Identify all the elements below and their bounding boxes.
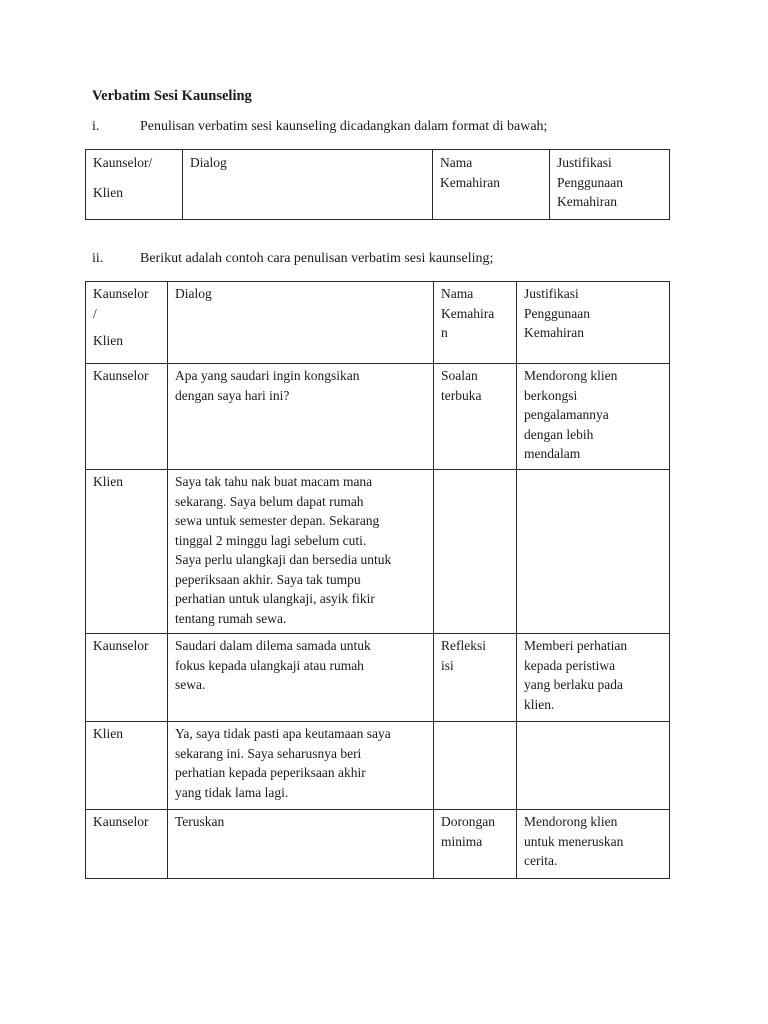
cell-dialog: Teruskan [168,810,434,879]
cell-dialog: Ya, saya tidak pasti apa keutamaan saya sekarang ini. Saya seharusnya beri perhatian kepada peperiksaan akhir yang tidak lama lagi. [168,722,434,810]
cell-justification [517,470,670,634]
cell-skill: Refleksi isi [434,634,517,722]
header-skill: Nama Kemahira n [434,282,517,364]
list-item-text: Berikut adalah contoh cara penulisan verbatim sesi kaunseling; [140,251,494,266]
table-row [86,364,670,470]
cell-skill: Dorongan minima [434,810,517,879]
list-item-number: ii. [92,251,104,266]
header-skill: Nama Kemahiran [433,150,550,220]
cell-dialog: Apa yang saudari ingin kongsikan dengan saya hari ini? [168,364,434,470]
cell-speaker: Klien [86,722,168,810]
cell-speaker: Kaunselor [86,810,168,879]
header-dialog: Dialog [168,282,434,364]
cell-skill: Soalan terbuka [434,364,517,470]
table-header-row [86,150,670,220]
header-dialog: Dialog [183,150,433,220]
header-speaker: Kaunselor/ Klien [86,150,183,220]
cell-speaker: Kaunselor [86,634,168,722]
cell-justification [517,722,670,810]
cell-speaker: Kaunselor [86,364,168,470]
table-row [86,634,670,722]
cell-skill [434,470,517,634]
header-justification: Justifikasi Penggunaan Kemahiran [550,150,670,220]
cell-dialog: Saya tak tahu nak buat macam mana sekarang. Saya belum dapat rumah sewa untuk semester depan. Sekarang tinggal 2 minggu lagi sebelum cuti. Saya perlu ulangkaji dan bersedia untuk peperiksaan akhir. Saya tak tumpu perhatian untuk ulangkaji, asyik fikir tentang rumah sewa. [168,470,434,634]
list-item-ii [92,250,692,268]
list-item-number: i. [92,119,100,134]
cell-speaker: Klien [86,470,168,634]
list-item-text: Penulisan verbatim sesi kaunseling dicadangkan dalam format di bawah; [140,119,548,134]
cell-justification: Mendorong klien untuk meneruskan cerita. [517,810,670,879]
cell-skill [434,722,517,810]
table-row [86,810,670,879]
header-justification: Justifikasi Penggunaan Kemahiran [517,282,670,364]
table-row [86,470,670,634]
cell-justification: Memberi perhatian kepada peristiwa yang berlaku pada klien. [517,634,670,722]
table-row [86,722,670,810]
cell-justification: Mendorong klien berkongsi pengalamannya dengan lebih mendalam [517,364,670,470]
verbatim-example-table [85,281,670,879]
verbatim-format-table [85,149,670,220]
list-item-i [92,118,692,136]
document-title: Verbatim Sesi Kaunseling [92,88,252,104]
cell-dialog: Saudari dalam dilema samada untuk fokus kepada ulangkaji atau rumah sewa. [168,634,434,722]
table-header-row [86,282,670,364]
header-speaker: Kaunselor / Klien [86,282,168,364]
